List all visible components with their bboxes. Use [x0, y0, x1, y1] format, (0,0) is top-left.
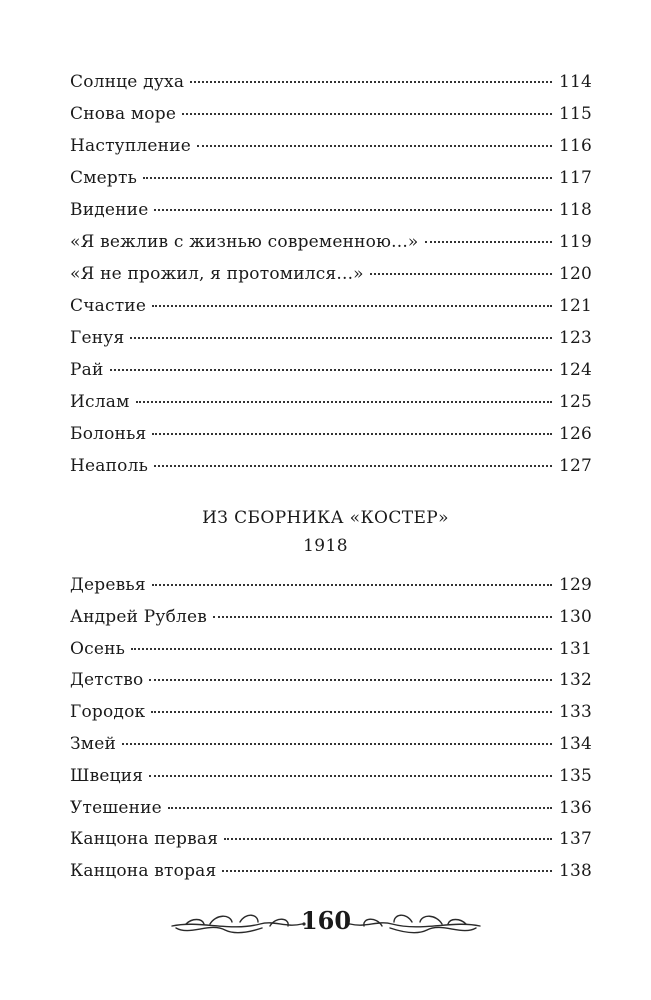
- toc-row: [70, 602, 592, 634]
- dot-leader: [149, 774, 552, 777]
- toc-page-number: 126: [558, 424, 592, 444]
- toc-title: Ислам: [70, 392, 130, 412]
- dot-leader: [168, 806, 552, 809]
- dot-leader: [122, 742, 552, 745]
- toc-row: [70, 450, 592, 482]
- toc-page-number: 133: [558, 702, 592, 723]
- toc-page-number: 116: [558, 136, 592, 156]
- toc-row: [70, 570, 592, 602]
- toc-page-number: 135: [558, 765, 592, 786]
- toc-row: [70, 856, 592, 888]
- toc-title: Счастие: [70, 296, 147, 316]
- dot-leader: [136, 400, 552, 403]
- toc-page-number: 115: [558, 104, 592, 124]
- toc-page-number: 114: [558, 72, 592, 92]
- dot-leader: [197, 144, 552, 147]
- toc-list-part1: [70, 66, 592, 482]
- dot-leader: [131, 647, 552, 650]
- toc-page-number: 125: [558, 392, 592, 412]
- toc-title: Генуя: [70, 328, 125, 348]
- toc-page-number: 134: [558, 733, 592, 754]
- dot-leader: [222, 869, 552, 872]
- toc-page-number: 120: [558, 264, 592, 284]
- toc-title: Снова море: [70, 104, 177, 124]
- toc-row: [70, 418, 592, 450]
- toc-title: Канцона вторая: [70, 861, 217, 882]
- toc-title: Деревья: [70, 575, 146, 595]
- toc-page-number: 118: [558, 200, 592, 220]
- dot-leader: [224, 837, 552, 840]
- dot-leader: [182, 112, 552, 115]
- toc-title: Болонья: [70, 424, 147, 444]
- toc-page-number: 127: [558, 456, 592, 476]
- dot-leader: [152, 583, 552, 586]
- dot-leader: [190, 80, 552, 83]
- toc-row: [70, 322, 592, 354]
- toc-title: Наступление: [70, 136, 192, 156]
- toc-row: [70, 226, 592, 258]
- toc-row: [70, 290, 592, 322]
- dot-leader: [143, 176, 552, 179]
- dot-leader: [130, 336, 552, 339]
- toc-page-number: 119: [558, 232, 592, 252]
- toc-page-number: 132: [558, 670, 592, 691]
- toc-page-number: 138: [558, 861, 592, 882]
- dot-leader: [425, 240, 552, 243]
- toc-row: [70, 258, 592, 290]
- toc-list-part2: [70, 570, 592, 888]
- toc-row: [70, 98, 592, 130]
- toc-page-number: 123: [558, 328, 592, 348]
- toc-title: Смерть: [70, 168, 138, 188]
- toc-row: [70, 824, 592, 856]
- dot-leader: [154, 208, 552, 211]
- toc-title: Осень: [70, 638, 126, 659]
- dot-leader: [152, 304, 552, 307]
- toc-title: «Я не прожил, я протомился...»: [70, 264, 364, 284]
- toc-title: «Я вежлив с жизнью современною...»: [70, 232, 419, 252]
- toc-title: Андрей Рублев: [70, 606, 208, 627]
- page-footer: [170, 902, 482, 942]
- dot-leader: [110, 368, 552, 371]
- toc-title: Неаполь: [70, 456, 149, 476]
- toc-title: Рай: [70, 360, 104, 380]
- toc-title: Швеция: [70, 765, 144, 786]
- toc-row: [70, 194, 592, 226]
- toc-title: Солнце духа: [70, 72, 185, 92]
- toc-title: Утешение: [70, 797, 162, 818]
- toc-row: [70, 162, 592, 194]
- toc-page-number: 124: [558, 360, 592, 380]
- section-heading: ИЗ СБОРНИКА «КОСТЕР»: [202, 508, 449, 528]
- toc-page-number: 137: [558, 829, 592, 850]
- toc-page-number: 130: [558, 606, 592, 627]
- toc-row: [70, 793, 592, 825]
- toc-title: Канцона первая: [70, 829, 219, 850]
- dot-leader: [154, 464, 552, 467]
- dot-leader: [370, 272, 552, 275]
- toc-row: [70, 729, 592, 761]
- toc-page-number: 117: [558, 168, 592, 188]
- dot-leader: [152, 432, 552, 435]
- toc-page-number: 131: [558, 638, 592, 659]
- toc-row: [70, 697, 592, 729]
- page-number: 160: [300, 906, 352, 935]
- toc-title: Змей: [70, 733, 117, 754]
- toc-row: [70, 66, 592, 98]
- toc-row: [70, 130, 592, 162]
- dot-leader: [213, 615, 552, 618]
- toc-page-number: 121: [558, 296, 592, 316]
- toc-title: Городок: [70, 702, 146, 723]
- toc-page-number: 136: [558, 797, 592, 818]
- toc-row: [70, 761, 592, 793]
- toc-row: [70, 386, 592, 418]
- toc-row: [70, 634, 592, 666]
- section-year: 1918: [303, 536, 348, 556]
- toc-title: Детство: [70, 670, 144, 691]
- toc-row: [70, 665, 592, 697]
- toc-row: [70, 354, 592, 386]
- dot-leader: [149, 678, 552, 681]
- dot-leader: [151, 710, 552, 713]
- toc-title: Видение: [70, 200, 149, 220]
- toc-page-number: 129: [558, 575, 592, 595]
